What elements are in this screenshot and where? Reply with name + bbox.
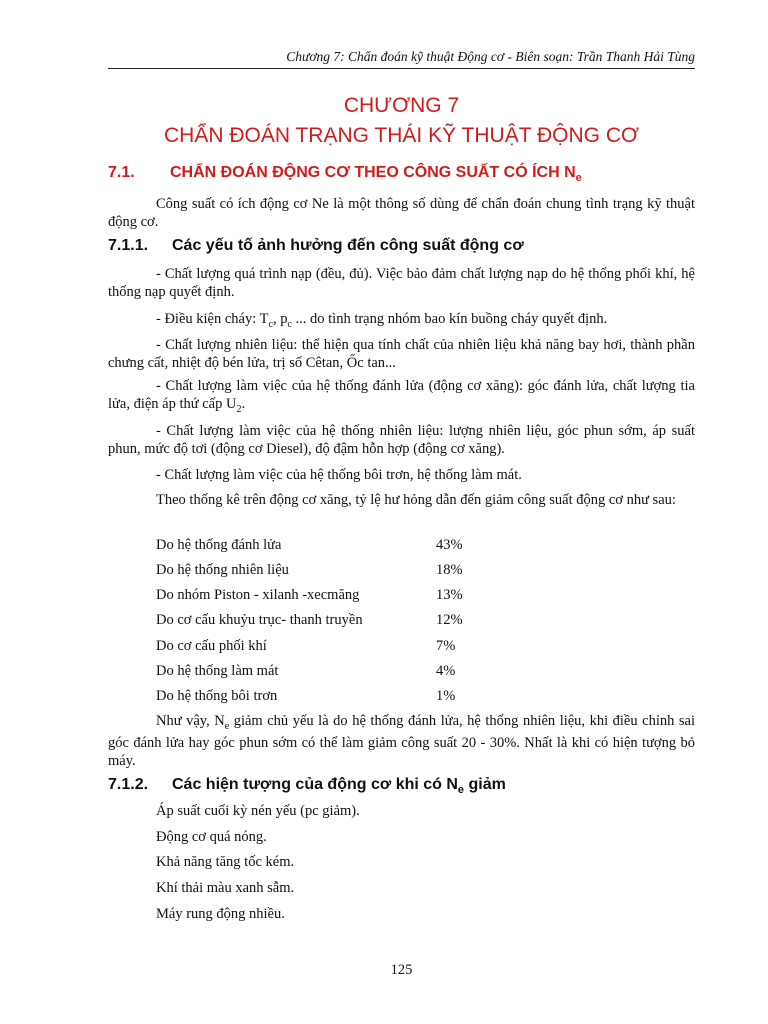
section-title: Các yếu tố ảnh hưởng đến công suất động cơ [172,237,524,254]
section-7-1-1-heading [108,236,524,256]
subscript: 2 [236,403,242,415]
failure-row [156,662,455,680]
failure-row [156,687,455,705]
section-number: 7.1.2. [108,776,149,793]
failure-row [156,536,463,554]
paragraph-fuel-system: - Chất lượng làm việc của hệ thống nhiên liệu: lượng nhiên liệu, góc phun sớm, áp suất phun, mức độ tơi (động cơ Diesel), độ đậm hỗn hợp (động cơ xăng). [108,423,695,457]
failure-label: Do hệ thống làm mát [156,663,279,679]
running-header: Chương 7: Chẩn đoán kỹ thuật Động cơ - Biên soạn: Trần Thanh Hải Tùng [286,49,695,64]
paragraph-fuel-quality: - Chất lượng nhiên liệu: thể hiện qua tính chất của nhiên liệu khả năng bay hơi, thành phần chưng cất, nhiệt độ bén lửa, trị số Cêtan, Ốc tan... [108,337,695,371]
failure-percent: 43% [436,537,463,553]
text: giảm chủ yếu là do hệ thống đánh lửa, hệ thống nhiên liệu, khi điều chỉnh sai góc đánh lửa hay góc phun sớm có thể làm giảm công suất 20 - 30%. Nhất là khi có hiện tượng bỏ máy. [108,713,695,769]
paragraph-ignition [108,378,695,418]
failure-percent: 4% [436,663,456,679]
paragraph-intake: - Chất lượng quá trình nạp (đều, đủ). Việc bảo đảm chất lượng nạp do hệ thống phối khí, hệ thống nạp quyết định. [108,266,695,300]
failure-percent: 18% [436,562,463,578]
text: ... do tình trạng nhóm bao kín buồng cháy quyết định. [291,311,608,327]
failure-label: Do hệ thống bôi trơn [156,688,278,704]
text: , p [272,311,288,327]
list-item: Máy rung động nhiều. [156,906,285,922]
failure-row [156,561,463,579]
text: - Điều kiện cháy: T [156,311,269,327]
intro-paragraph: Công suất có ích động cơ Ne là một thông số dùng để chẩn đoán chung tình trạng kỹ thuật động cơ. [108,196,695,230]
failure-percent: 7% [436,638,456,654]
paragraph-statistics: Theo thống kê trên động cơ xăng, tỷ lệ hư hỏng dẫn đến giảm công suất động cơ như sau: [156,492,676,508]
subscript: c [268,318,273,330]
text: - Chất lượng làm việc của hệ thống đánh lửa (động cơ xăng): góc đánh lửa, chất lượng tia lửa, điện áp thứ cấp U [108,378,695,412]
section-title: giảm [464,776,506,793]
subscript: e [224,720,230,732]
failure-label: Do hệ thống đánh lửa [156,537,282,553]
failure-row [156,637,455,655]
chapter-number: CHƯƠNG 7 [343,94,460,117]
list-item: Động cơ quá nóng. [156,829,267,845]
paragraph-conclusion [108,713,695,770]
failure-percent: 1% [436,688,456,704]
section-7-1-2-heading [108,775,506,800]
paragraph-combustion [108,311,695,333]
subscript: c [287,318,292,330]
header-rule [108,68,695,69]
section-title: Các hiện tượng của động cơ khi có N [172,776,458,793]
failure-label: Do hệ thống nhiên liệu [156,562,289,578]
page-number: 125 [390,962,413,978]
subscript: e [457,784,465,797]
paragraph-lubrication: - Chất lượng làm việc của hệ thống bôi trơn, hệ thống làm mát. [156,467,522,483]
failure-label: Do cơ cấu khuỷu trục- thanh truyền [156,612,363,628]
text: . [241,395,246,412]
failure-row [156,611,463,629]
list-item: Khí thải màu xanh sẫm. [156,880,295,896]
chapter-title: CHẨN ĐOÁN TRẠNG THÁI KỸ THUẬT ĐỘNG CƠ [163,124,639,147]
failure-percent: 13% [436,587,463,603]
subscript: e [575,172,582,185]
section-title: CHẨN ĐOÁN ĐỘNG CƠ THEO CÔNG SUẤT CÓ ÍCH N [170,164,576,181]
list-item: Khả năng tăng tốc kém. [156,854,295,870]
failure-label: Do cơ cấu phối khí [156,638,267,654]
text: Như vậy, N [156,713,225,729]
list-item: Áp suất cuối kỳ nén yếu (pc giảm). [156,803,360,819]
failure-percent: 12% [436,612,463,628]
section-7-1-heading [108,163,582,188]
failure-row [156,586,463,604]
section-number: 7.1. [108,164,135,181]
failure-label: Do nhóm Piston - xilanh -xecmăng [156,587,360,603]
section-number: 7.1.1. [108,237,149,254]
